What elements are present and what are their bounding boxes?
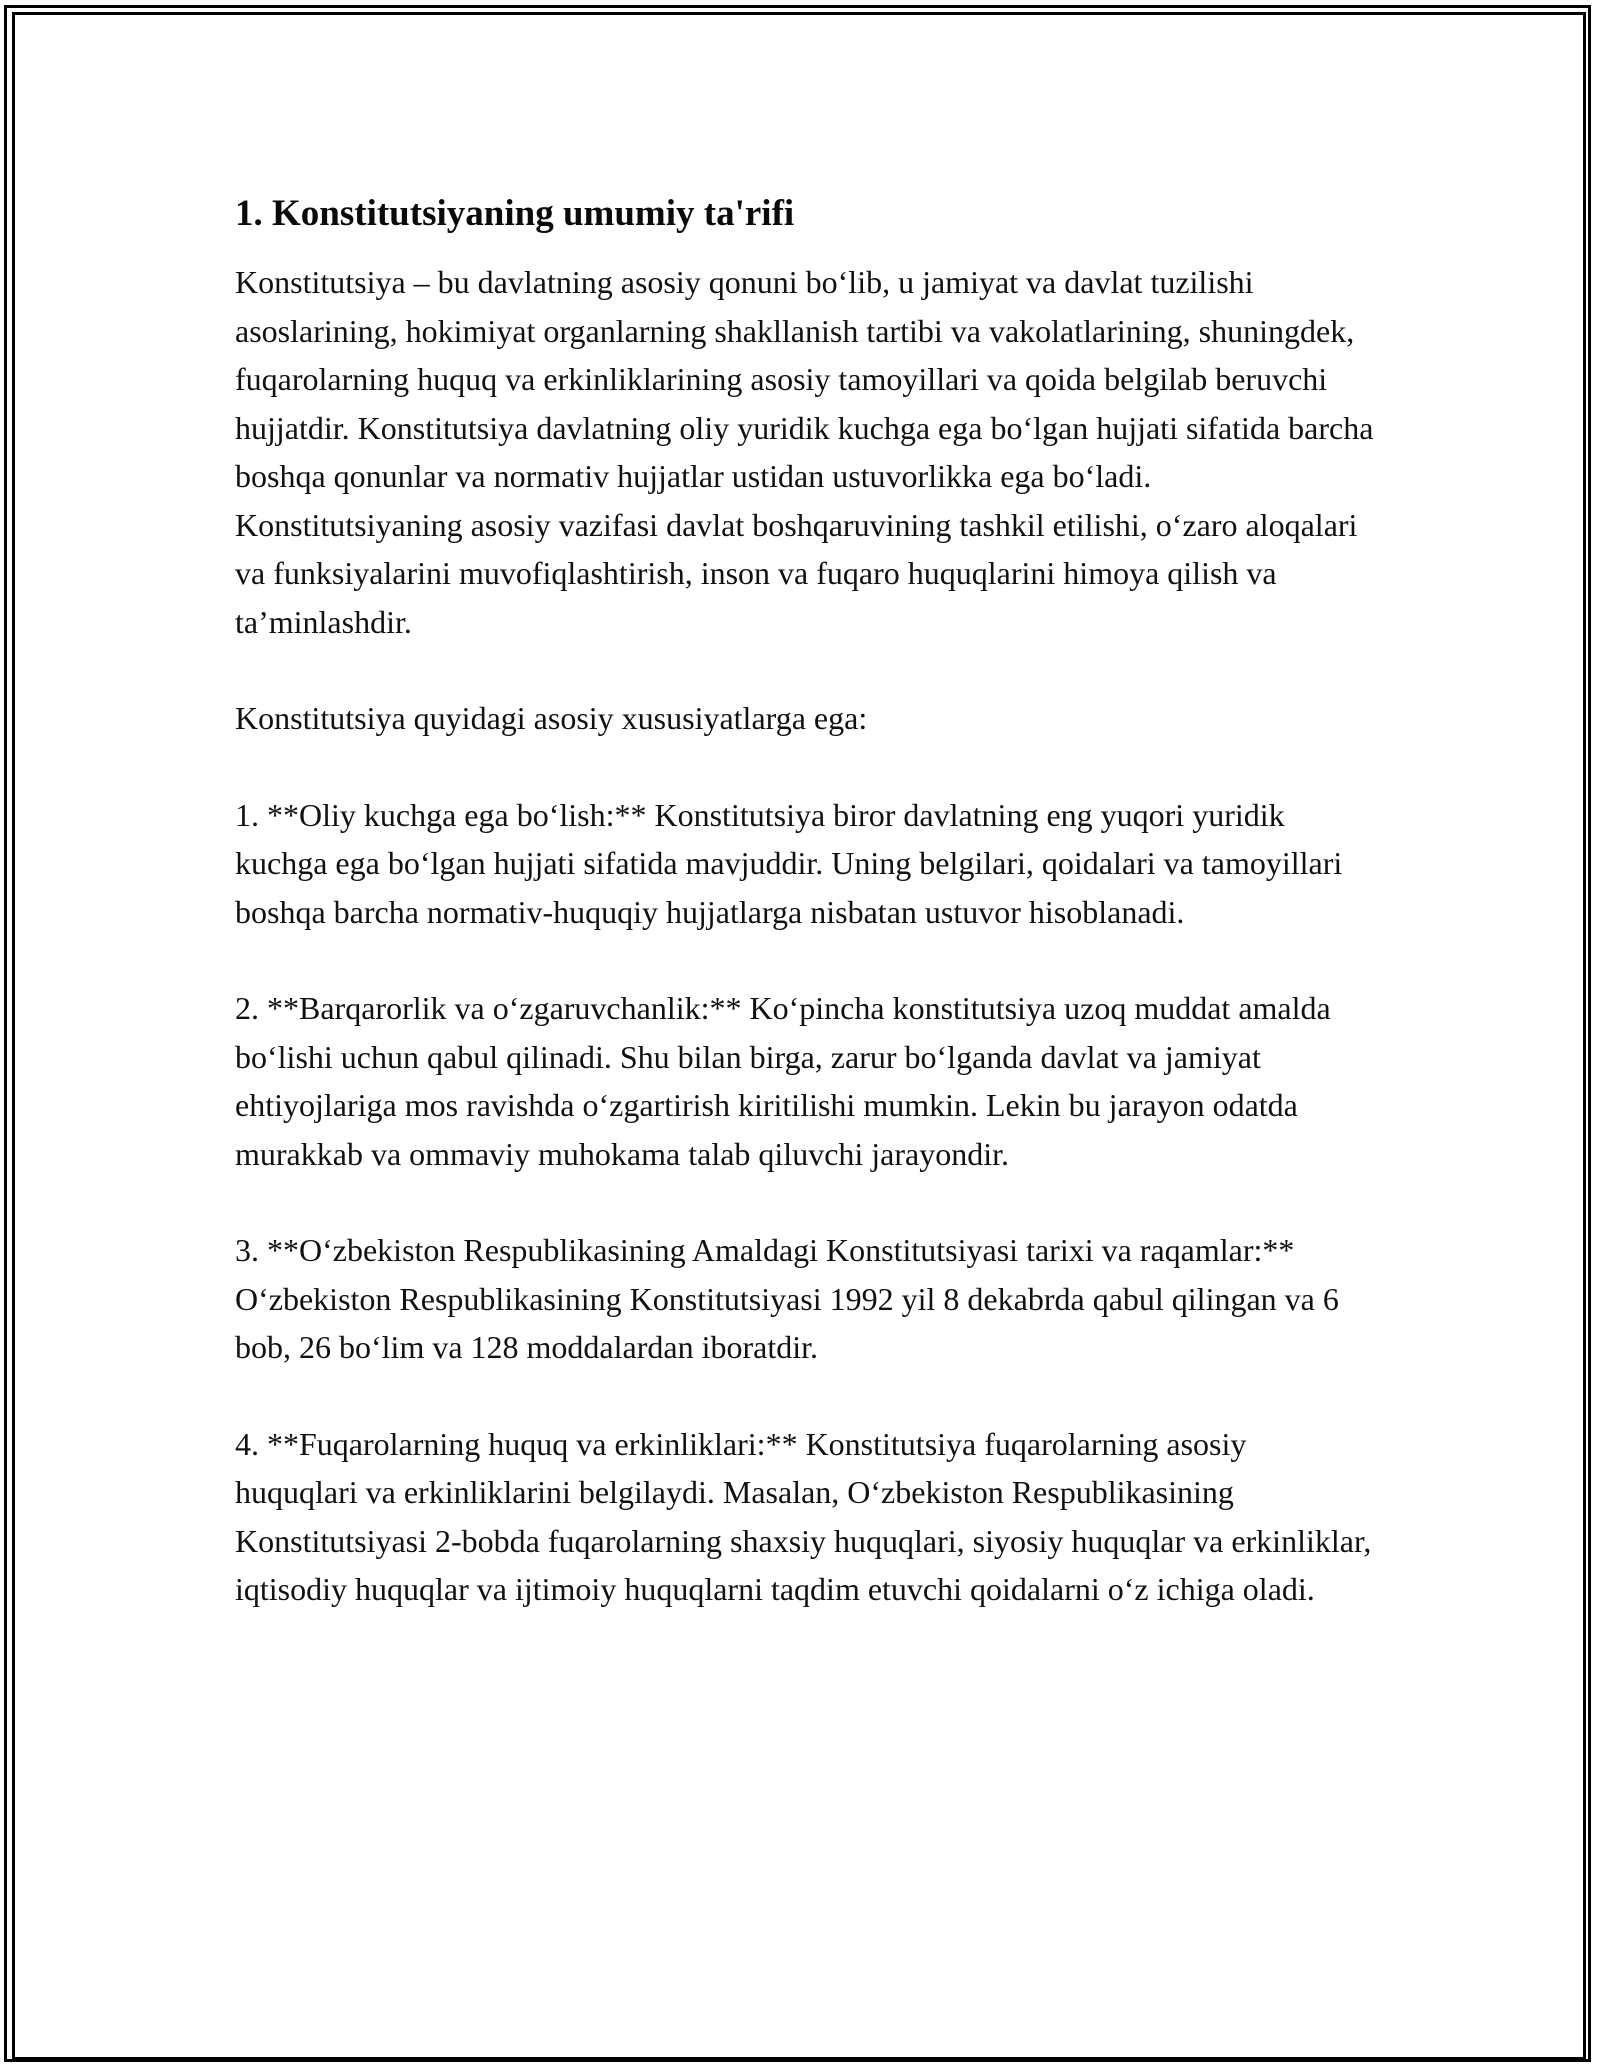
feature-item-2: 2. **Barqarorlik va o‘zgaruvchanlik:** Ko‘pincha konstitutsiya uzoq muddat amalda bo‘lishi uchun qabul qilinadi. Shu bilan birga, zarur bo‘lganda davlat va jamiyat ehtiyojlariga mos ravishda o‘zgartirish kiritilishi mumkin. Lekin bu jarayon odatda murakkab va ommaviy muhokama talab qiluvchi jarayondir.	[235, 990, 1331, 1172]
features-lead-paragraph: Konstitutsiya quyidagi asosiy xususiyatlarga ega:	[235, 700, 868, 736]
document-title: 1. Konstitutsiyaning umumiy ta'rifi	[235, 193, 795, 234]
document-body	[235, 190, 1375, 1614]
feature-item-4: 4. **Fuqarolarning huquq va erkinliklari:** Konstitutsiya fuqarolarning asosiy huquqlari va erkinliklarini belgilaydi. Masalan, O‘zbekiston Respublikasining Konstitutsiyasi 2-bobda fuqarolarning shaxsiy huquqlari, siyosiy huquqlar va erkinliklar, iqtisodiy huquqlar va ijtimoiy huquqlarni taqdim etuvchi qoidalarni o‘z ichiga oladi.	[235, 1425, 1372, 1607]
intro-paragraph: Konstitutsiya – bu davlatning asosiy qonuni bo‘lib, u jamiyat va davlat tuzilishi asoslarining, hokimiyat organlarning shakllanish tartibi va vakolatlarining, shuningdek, fuqarolarning huquq va erkinliklarining asosiy tamoyillari va qoida belgilab beruvchi hujjatdir. Konstitutsiya davlatning oliy yuridik kuchga ega bo‘lgan hujjati sifatida barcha boshqa qonunlar va normativ hujjatlar ustidan ustuvorlikka ega bo‘ladi. Konstitutsiyaning asosiy vazifasi davlat boshqaruvining tashkil etilishi, o‘zaro aloqalari va funksiyalarini muvofiqlashtirish, inson va fuqaro huquqlarini himoya qilish va ta’minlashdir.	[235, 264, 1374, 640]
feature-item-1: 1. **Oliy kuchga ega bo‘lish:** Konstitutsiya biror davlatning eng yuqori yuridik kuchga ega bo‘lgan hujjati sifatida mavjuddir. Uning belgilari, qoidalari va tamoyillari boshqa barcha normativ-huquqiy hujjatlarga nisbatan ustuvor hisoblanadi.	[235, 796, 1343, 930]
feature-item-3: 3. **O‘zbekiston Respublikasining Amaldagi Konstitutsiyasi tarixi va raqamlar:** O‘zbekiston Respublikasining Konstitutsiyasi 1992 yil 8 dekabrda qabul qilingan va 6 bob, 26 bo‘lim va 128 moddalardan iboratdir.	[235, 1232, 1339, 1365]
